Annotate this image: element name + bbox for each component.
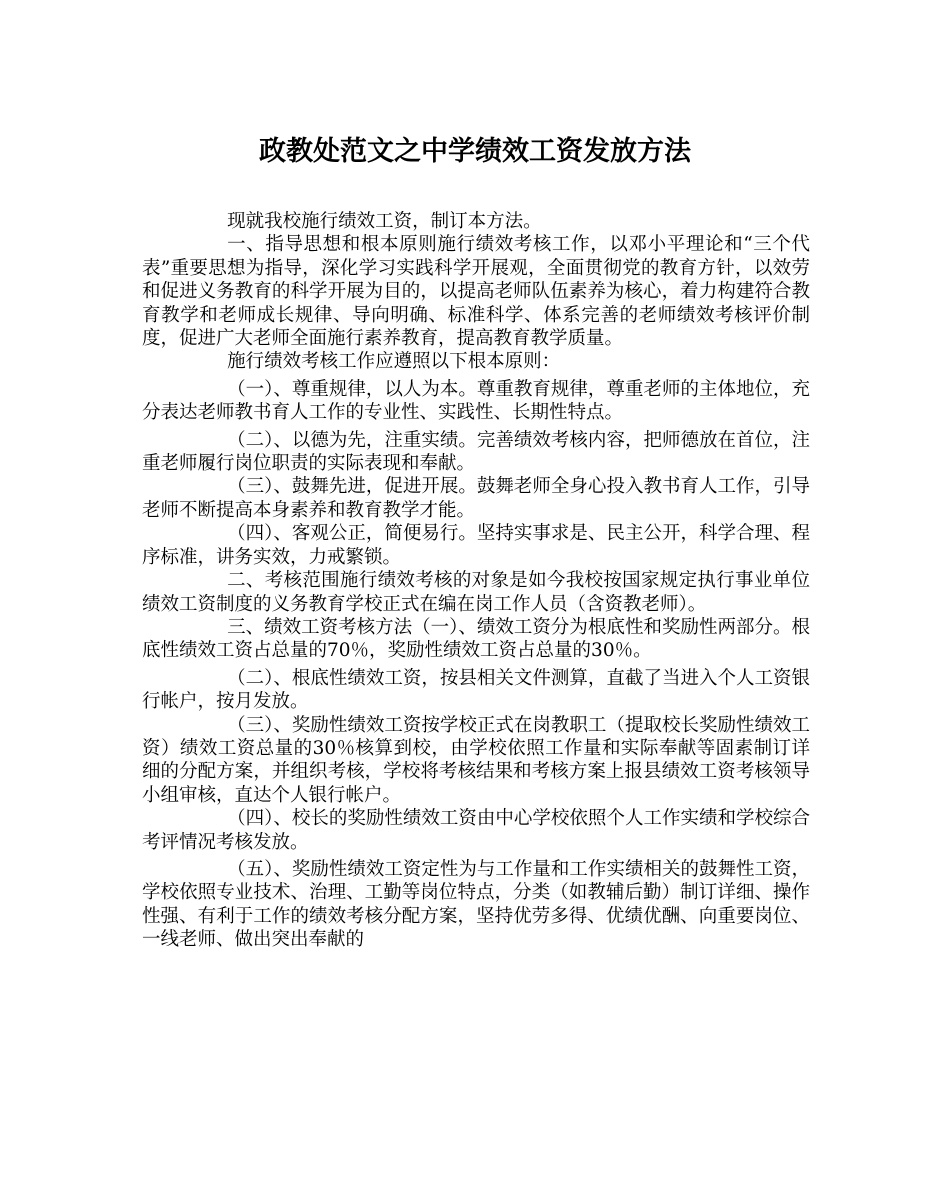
paragraph-section-1: 一、指导思想和根本原则施行绩效考核工作，以邓小平理论和“三个代表”重要思想为指导，深化学习实践科学开展观，全面贯彻党的教育方针，以效劳和促进义务教育的科学开展为目的，以提高老师队伍素养为核心，着力构建符合教育教学和老师成长规律、导向明确、标准科学、体系完善的老师绩效考核评价制度，促进广大老师全面施行素养教育，提高教育教学质量。 bbox=[142, 234, 810, 350]
paragraph-section-3: 三、绩效工资考核方法（一）、绩效工资分为根底性和奖励性两部分。根底性绩效工资占总量的70％，奖励性绩效工资占总量的30％。 bbox=[142, 616, 810, 662]
paragraph-principle-4: （四）、客观公正，简便易行。坚持实事求是、民主公开，科学合理、程序标准，讲务实效，力戒繁锁。 bbox=[142, 523, 810, 568]
paragraph-intro: 现就我校施行绩效工资，制订本方法。 bbox=[227, 211, 542, 232]
document-title: 政教处范文之中学绩效工资发放方法 bbox=[259, 136, 691, 167]
paragraph-principle-1: （一）、尊重规律，以人为本。尊重教育规律，尊重老师的主体地位，充分表达老师教书育人工作的专业性、实践性、长期性特点。 bbox=[142, 378, 810, 424]
paragraph-method-3: （三）、奖励性绩效工资按学校正式在岗教职工（提取校长奖励性绩效工资）绩效工资总量的30％核算到校，由学校依照工作量和实际奉献等固素制订详细的分配方案，并组织考核，学校将考核结果和考核方案上报县绩效工资考核领导小组审核，直达个人银行帐户。 bbox=[142, 714, 810, 806]
paragraph-section-2: 二、考核范围施行绩效考核的对象是如今我校按国家规定执行事业单位绩效工资制度的义务教育学校正式在编在岗工作人员（含资教老师）。 bbox=[142, 570, 810, 615]
paragraph-method-5: （五）、奖励性绩效工资定性为与工作量和工作实绩相关的鼓舞性工资，学校依照专业技术、治理、工勤等岗位特点，分类（如教辅后勤）制订详细、操作性强、有利于工作的绩效考核分配方案，坚持优劳多得、优绩优酬、向重要岗位、一线老师、做出突出奉献的 bbox=[142, 858, 810, 951]
paragraph-principle-3: （三）、鼓舞先进，促进开展。鼓舞老师全身心投入教书育人工作，引导老师不断提高本身素养和教育教学才能。 bbox=[142, 476, 810, 521]
paragraph-principles-lead: 施行绩效考核工作应遵照以下根本原则： bbox=[227, 351, 561, 373]
paragraph-method-4: （四）、校长的奖励性绩效工资由中心学校依照个人工作实绩和学校综合考评情况考核发放。 bbox=[142, 808, 810, 853]
document-body bbox=[142, 210, 810, 952]
paragraph-principle-2: （二）、以德为先，注重实绩。完善绩效考核内容，把师德放在首位，注重老师履行岗位职责的实际表现和奉献。 bbox=[142, 429, 810, 475]
paragraph-method-2: （二）、根底性绩效工资，按县相关文件测算，直截了当进入个人工资银行帐户，按月发放。 bbox=[142, 667, 810, 713]
